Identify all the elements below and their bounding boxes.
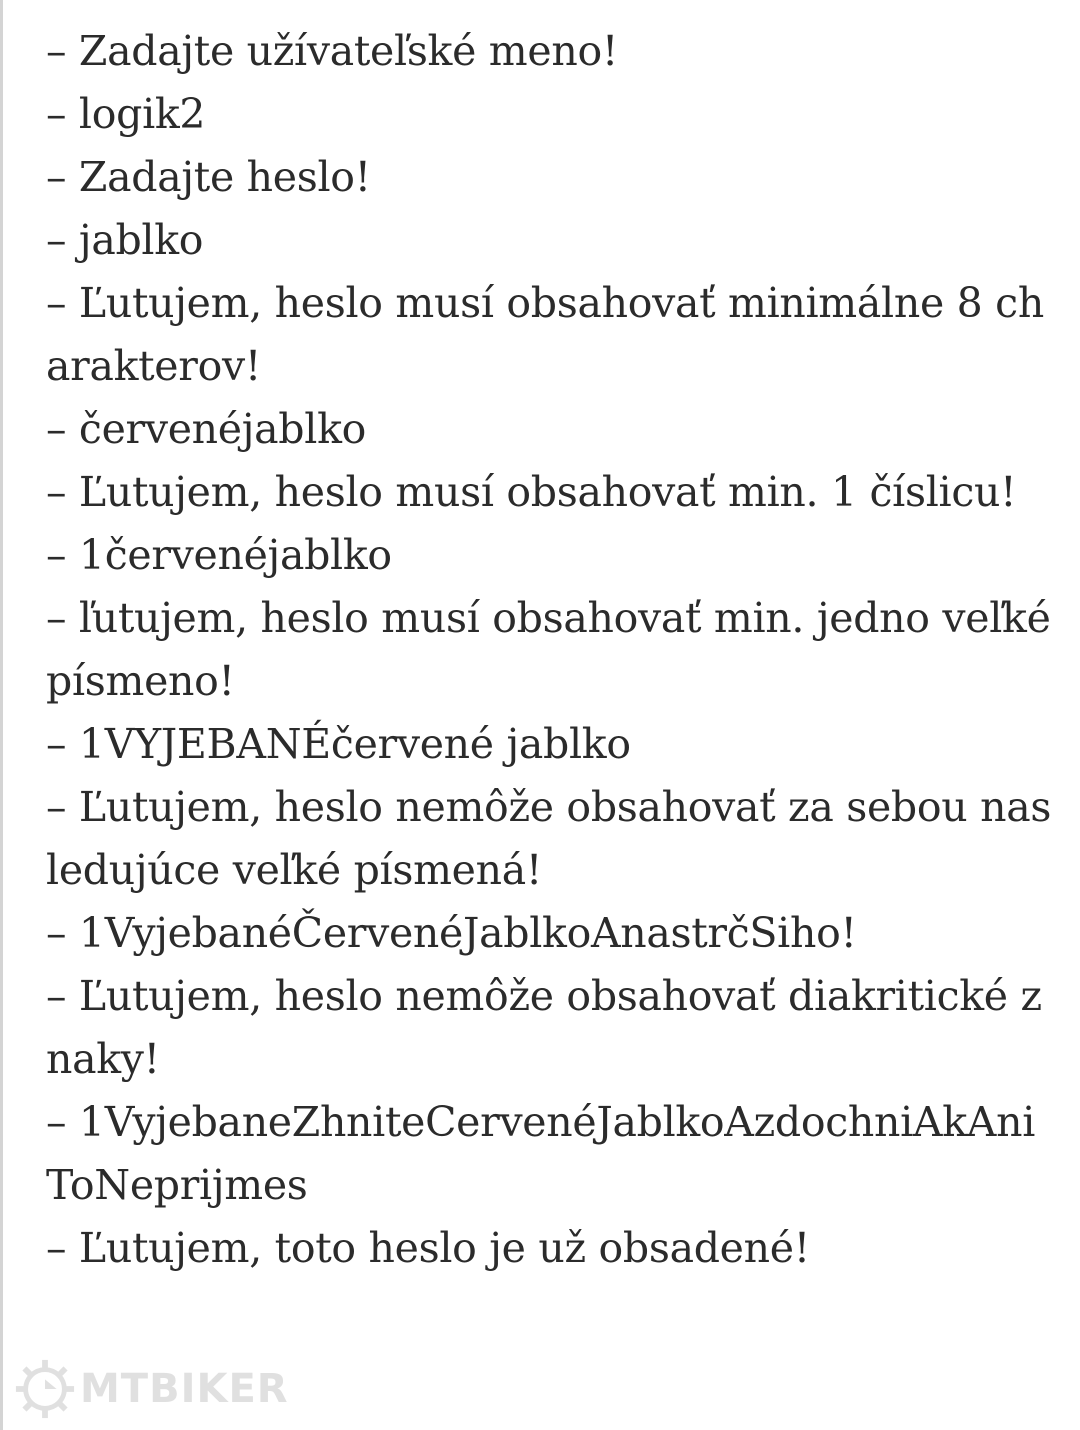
left-border <box>0 0 3 1430</box>
conversation-text <box>46 20 1056 1280</box>
dialogue-line: – Zadajte užívateľské meno! <box>46 27 619 75</box>
watermark-text: MTBIKER <box>80 1366 289 1412</box>
dialogue-line: – Ľutujem, heslo musí obsahovať minimálne 8 charakterov! <box>46 279 1044 390</box>
dialogue-line: – 1VyjebanéČervenéJablkoAnastrčSiho! <box>46 909 857 957</box>
gear-icon <box>14 1358 76 1420</box>
dialogue-line: – jablko <box>46 216 204 264</box>
dialogue-line: – Ľutujem, heslo nemôže obsahovať diakritické znaky! <box>46 972 1042 1083</box>
dialogue-line: – Zadajte heslo! <box>46 153 371 201</box>
dialogue-line: – 1VYJEBANÉčervené jablko <box>46 720 631 768</box>
dialogue-line: – Ľutujem, heslo nemôže obsahovať za sebou nasledujúce veľké písmená! <box>46 783 1052 894</box>
dialogue-line: – ľutujem, heslo musí obsahovať min. jedno veľké písmeno! <box>46 594 1051 705</box>
dialogue-line: – Ľutujem, toto heslo je už obsadené! <box>46 1224 810 1272</box>
dialogue-line: – 1červenéjablko <box>46 531 392 579</box>
dialogue-line: – logik2 <box>46 90 206 138</box>
dialogue-line: – červenéjablko <box>46 405 366 453</box>
dialogue-line: – Ľutujem, heslo musí obsahovať min. 1 číslicu! <box>46 468 1017 516</box>
dialogue-line: – 1VyjebaneZhniteCervenéJablkoAzdochniAkAniToNeprijmes <box>46 1098 1036 1209</box>
watermark <box>14 1354 289 1424</box>
